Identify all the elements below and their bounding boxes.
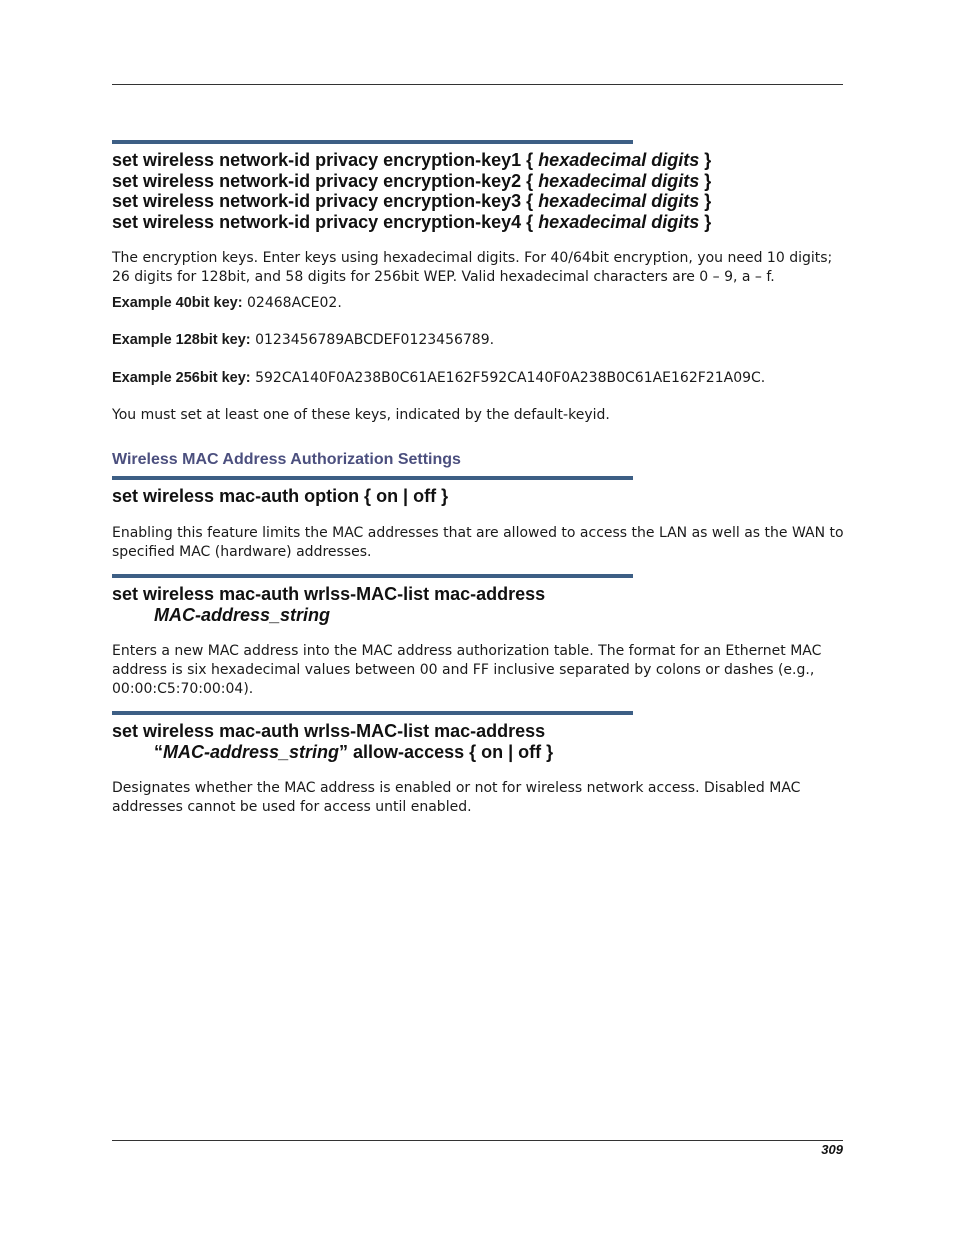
heading-encryption-key4: set wireless network-id privacy encryption-key4 { hexadecimal digits } — [112, 211, 712, 232]
section-bar — [112, 574, 633, 578]
header-rule — [112, 84, 843, 85]
section-bar — [112, 140, 633, 144]
section-bar — [112, 711, 633, 715]
heading-encryption-key3: set wireless network-id privacy encryption-key3 { hexadecimal digits } — [112, 191, 712, 211]
heading-mac-auth-option: set wireless mac-auth option { on | off } — [112, 486, 449, 506]
heading-encryption-key1: set wireless network-id privacy encryption-key1 { hexadecimal digits } — [112, 150, 712, 170]
example-40bit: Example 40bit key: 02468ACE02. — [112, 295, 342, 311]
mac-auth-option-description: Enabling this feature limits the MAC addresses that are allowed to access the LAN as well as the WAN to specified MAC (hardware) addresses. — [112, 525, 844, 560]
heading-mac-list: set wireless mac-auth wrlss-MAC-list mac-address MAC-address_string — [112, 584, 546, 625]
encryption-description: The encryption keys. Enter keys using hexadecimal digits. For 40/64bit encryption, you need 10 digits; 26 digits for 128bit, and 58 digits for 256bit WEP. Valid hexadecimal characters are 0 – 9, a – f. — [112, 250, 833, 285]
allow-access-description: Designates whether the MAC address is enabled or not for wireless network access. Disabled MAC addresses cannot be used for access until enabled. — [112, 780, 801, 815]
example-128bit: Example 128bit key: 0123456789ABCDEF0123456789. — [112, 332, 495, 348]
example-256bit: Example 256bit key: 592CA140F0A238B0C61AE162F592CA140F0A238B0C61AE162F21A09C. — [112, 370, 766, 386]
heading-encryption-key2: set wireless network-id privacy encryption-key2 { hexadecimal digits } — [112, 170, 712, 191]
encryption-key-headings — [112, 150, 711, 232]
footer-rule — [112, 1140, 843, 1141]
page-number: 309 — [821, 1142, 843, 1157]
section-bar — [112, 476, 633, 480]
mac-list-description: Enters a new MAC address into the MAC address authorization table. The format for an Ethernet MAC address is six hexadecimal values between 00 and FF inclusive separated by colons or dashes (e.g., 00:00:C5:70:00:04). — [112, 643, 822, 697]
heading-allow-access: set wireless mac-auth wrlss-MAC-list mac-address “MAC-address_string” allow-access { on | off } — [112, 721, 554, 762]
encryption-note: You must set at least one of these keys, indicated by the default-keyid. — [112, 407, 610, 423]
subheading-mac-auth: Wireless MAC Address Authorization Settings — [112, 451, 461, 468]
